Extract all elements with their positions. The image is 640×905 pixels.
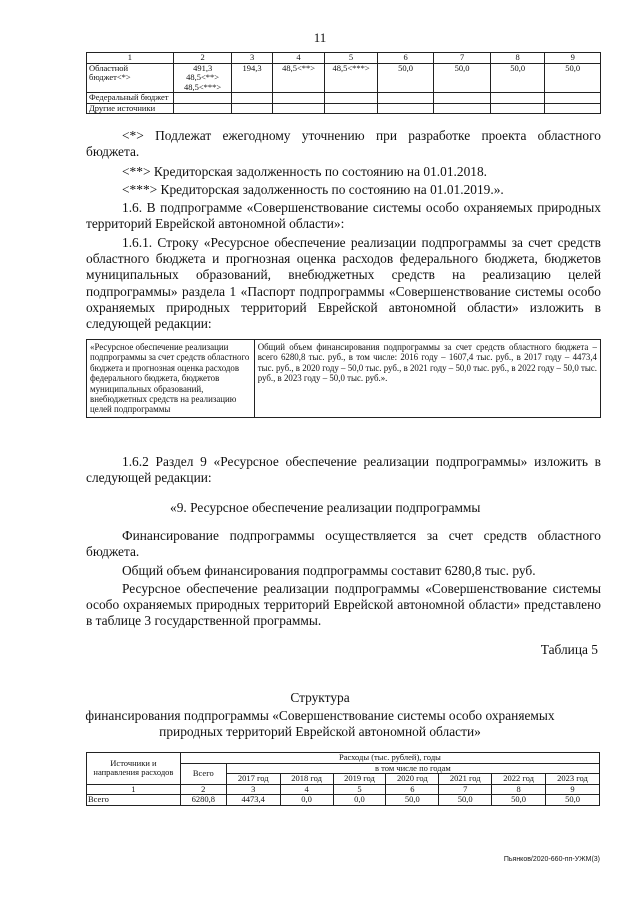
- table-cell: 50,0: [545, 63, 601, 93]
- table-cell: 0,0: [333, 795, 386, 806]
- table-cell: [434, 93, 491, 104]
- year-header: 2017 год: [226, 774, 280, 785]
- year-header: 2020 год: [386, 774, 439, 785]
- funding-table-top: [86, 52, 601, 114]
- table-cell: 2: [180, 784, 226, 795]
- paragraph-1-6-2: 1.6.2 Раздел 9 «Ресурсное обеспечение реализации подпрограммы» изложить в следующей редакции:: [86, 454, 601, 486]
- table-cell: [232, 103, 272, 114]
- paragraph-financing-source: Финансирование подпрограммы осуществляется за счет средств областного бюджета.: [86, 528, 601, 560]
- row-label: Всего: [87, 795, 181, 806]
- footnote-2: <**> Кредиторская задолженность по состоянию на 01.01.2018.: [122, 164, 487, 179]
- table-cell: 3: [226, 784, 280, 795]
- table-cell: 2: [173, 53, 232, 64]
- section-9-title: «9. Ресурсное обеспечение реализации подпрограммы: [170, 500, 481, 515]
- paragraph-1-6-1: 1.6.1. Строку «Ресурсное обеспечение реализации подпрограммы за счет средств областного бюджета и прогнозная оценка расходов федерального бюджета, бюджетов муниципальных образований, внебюджетных средств на реализацию целей подпрограммы» раздела 1 «Паспорт подпрограммы «Совершенствование системы особо охраняемых природных территорий Еврейской автономной области» изложить в следующей редакции:: [86, 235, 601, 332]
- table-label: Таблица 5: [540, 642, 598, 657]
- paragraph-resource-support: Ресурсное обеспечение реализации подпрограммы «Совершенствование системы особо охраняемых природных территорий Еврейской автономной области» представлено в таблице 3 государственной программы.: [86, 581, 601, 629]
- table-cell: 7: [434, 53, 491, 64]
- table-cell: 6: [377, 53, 434, 64]
- resource-label-cell: «Ресурсное обеспечение реализации подпрограммы за счет средств областного бюджета и прогнозная оценка расходов федерального бюджета, бюджетов муниципальных образований, внебюджетных средств на реализацию целей подпрограммы: [87, 340, 255, 418]
- cell-line: 48,5<**>: [186, 72, 220, 82]
- table-cell: 6: [386, 784, 439, 795]
- table-cell: 4473,4: [226, 795, 280, 806]
- table-cell: 3: [232, 53, 272, 64]
- table-cell: 50,0: [386, 795, 439, 806]
- table-header-row: [87, 53, 601, 64]
- table-cell: 194,3: [232, 63, 272, 93]
- table-cell: [377, 103, 434, 114]
- table-cell: 9: [545, 53, 601, 64]
- table-cell: [173, 93, 232, 104]
- table-cell: 5: [325, 53, 378, 64]
- table-cell: 8: [490, 53, 545, 64]
- table-cell: 50,0: [492, 795, 546, 806]
- table-cell: 50,0: [434, 63, 491, 93]
- page-number: 11: [313, 30, 327, 45]
- table-cell: [272, 103, 325, 114]
- total-header: Всего: [180, 763, 226, 784]
- passport-resource-table: [86, 339, 601, 418]
- footnote-1: <*> Подлежат ежегодному уточнению при разработке проекта областного бюджета.: [86, 128, 601, 160]
- table-header-row: [87, 753, 600, 764]
- table-cell: [173, 63, 232, 93]
- row-label: Федеральный бюджет: [87, 93, 174, 104]
- paragraph-financing-total: Общий объем финансирования подпрограммы составит 6280,8 тыс. руб.: [122, 563, 536, 578]
- table-cell: [272, 93, 325, 104]
- cell-line: 48,5<***>: [184, 81, 222, 92]
- expenses-header: Расходы (тыс. рублей), годы: [180, 753, 599, 764]
- table-number-row: [87, 784, 600, 795]
- table-cell: 1: [87, 784, 181, 795]
- document-footer-code: Пьянков/2020-660-пп-УЖМ(3): [503, 856, 600, 863]
- table-cell: 6280,8: [180, 795, 226, 806]
- table-cell: 50,0: [490, 63, 545, 93]
- paragraph-1-6: 1.6. В подпрограмме «Совершенствование системы особо охраняемых природных территорий Еврейской автономной области»:: [86, 200, 601, 232]
- structure-title: Структура: [290, 690, 350, 705]
- table-cell: [377, 93, 434, 104]
- table-cell: [545, 93, 601, 104]
- table-cell: 48,5<***>: [325, 63, 378, 93]
- table-cell: 5: [333, 784, 386, 795]
- table-row: [87, 103, 601, 114]
- table-row: [87, 63, 601, 93]
- table-cell: [173, 103, 232, 114]
- table-cell: 0,0: [280, 795, 333, 806]
- table-cell: 8: [492, 784, 546, 795]
- table-row: [87, 795, 600, 806]
- year-header: 2018 год: [280, 774, 333, 785]
- table-cell: 50,0: [377, 63, 434, 93]
- table-cell: 9: [546, 784, 600, 795]
- table-cell: 4: [280, 784, 333, 795]
- structure-subtitle-line2: природных территорий Еврейской автономной области»: [159, 724, 481, 739]
- table-cell: [434, 103, 491, 114]
- table-cell: [325, 93, 378, 104]
- source-header: Источники и направления расходов: [87, 753, 181, 785]
- year-header: 2023 год: [546, 774, 600, 785]
- table-cell: [490, 93, 545, 104]
- table-cell: 48,5<**>: [272, 63, 325, 93]
- structure-subtitle-line1: финансирования подпрограммы «Совершенствование системы особо охраняемых: [85, 708, 555, 723]
- financing-structure-table: [86, 752, 600, 806]
- table-row: [87, 340, 601, 418]
- table-cell: 50,0: [546, 795, 600, 806]
- table-cell: 50,0: [439, 795, 492, 806]
- including-header: в том числе по годам: [226, 763, 599, 774]
- table-cell: [490, 103, 545, 114]
- resource-value-cell: Общий объем финансирования подпрограммы за счет средств областного бюджета – всего 6280,8 тыс. руб., в том числе: 2016 году – 1607,4 тыс. руб., в 2017 году – 4473,4 тыс. руб., в 2020 году – 50,0 тыс. руб., в 2021 году – 50,0 тыс. руб., в 2022 году – 50,0 тыс. руб., в 2023 году – 50,0 тыс. руб.».: [254, 340, 600, 418]
- footnote-3: <***> Кредиторская задолженность по состоянию на 01.01.2019.».: [122, 182, 504, 197]
- table-row: [87, 93, 601, 104]
- year-header: 2019 год: [333, 774, 386, 785]
- table-cell: 4: [272, 53, 325, 64]
- year-header: 2021 год: [439, 774, 492, 785]
- table-cell: [325, 103, 378, 114]
- table-cell: 7: [439, 784, 492, 795]
- table-cell: 1: [87, 53, 174, 64]
- row-label: Другие источники: [87, 103, 174, 114]
- year-header: 2022 год: [492, 774, 546, 785]
- table-cell: [232, 93, 272, 104]
- row-label: Областной бюджет<*>: [87, 63, 174, 93]
- table-cell: [545, 103, 601, 114]
- cell-line: 491,3: [193, 62, 213, 73]
